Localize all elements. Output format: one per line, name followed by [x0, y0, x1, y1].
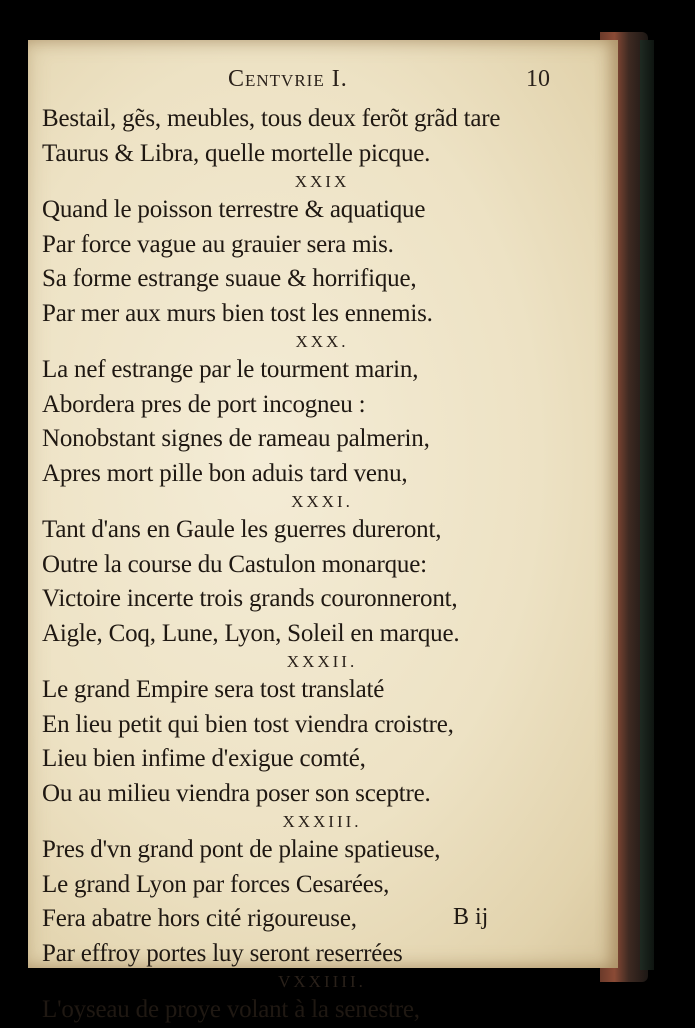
- verse-line: Abordera pres de port incogneu :: [42, 390, 366, 418]
- stanza: [42, 331, 602, 491]
- binding-edge: [640, 40, 654, 970]
- quatrain-number: VXXIIII.: [278, 972, 366, 991]
- stanza: [42, 102, 602, 171]
- verse-line: Apres mort pille bon aduis tard venu,: [42, 459, 408, 487]
- quatrain-number: XXXIII.: [282, 812, 362, 831]
- verse-line: Par force vague au grauier sera mis.: [42, 230, 394, 258]
- stanza: [42, 171, 602, 331]
- verse-line: Taurus & Libra, quelle mortelle picque.: [42, 139, 431, 167]
- running-head: Centvrie I.: [228, 66, 348, 92]
- quatrain-number: XXX.: [295, 332, 349, 351]
- verse-line: Pres d'vn grand pont de plaine spatieuse,: [42, 836, 441, 863]
- verse-line: Sa forme estrange suaue & horrifique,: [42, 265, 417, 292]
- verse-line: L'oyseau de proye volant à la senestre,: [42, 996, 420, 1023]
- verse-line: La nef estrange par le tourment marin,: [42, 356, 419, 383]
- verse-line: Quand le poisson terrestre & aquatique: [42, 196, 426, 223]
- verse-line: Le grand Empire sera tost translaté: [42, 676, 385, 703]
- book-page: [28, 40, 618, 1023]
- verse-line: Par mer aux murs bien tost les ennemis.: [42, 299, 433, 327]
- page-header: [28, 66, 618, 100]
- stanza: [42, 971, 602, 1028]
- verse-line: Le grand Lyon par forces Cesarées,: [42, 870, 390, 898]
- page-number: 10: [526, 66, 550, 92]
- quatrain-number: XXIX: [294, 172, 350, 191]
- verse-line: Bestail, gẽs, meubles, tous deux ferõt grãd tare: [42, 105, 501, 132]
- verse-line: Aigle, Coq, Lune, Lyon, Soleil en marque.: [42, 619, 460, 647]
- verse-line: Fera abatre hors cité rigoureuse,: [42, 905, 357, 932]
- verse-text: [42, 102, 602, 1028]
- quatrain-number: XXXII.: [286, 652, 358, 671]
- quatrain-number: XXXI.: [291, 492, 353, 511]
- verse-line: En lieu petit qui bien tost viendra croistre,: [42, 710, 454, 738]
- stanza: [42, 651, 602, 811]
- signature-mark: B ij: [453, 904, 489, 930]
- verse-line: Ou au milieu viendra poser son sceptre.: [42, 779, 431, 807]
- verse-line: Victoire incerte trois grands couronneront,: [42, 585, 458, 612]
- verse-line: Lieu bien infime d'exigue comté,: [42, 745, 366, 772]
- verse-line: Nonobstant signes de rameau palmerin,: [42, 425, 430, 452]
- stanza: [42, 811, 602, 971]
- verse-line: Tant d'ans en Gaule les guerres dureront,: [42, 516, 442, 543]
- stanza: [42, 491, 602, 651]
- verse-line: Par effroy portes luy seront reserrées: [42, 939, 403, 967]
- verse-line: Outre la course du Castulon monarque:: [42, 550, 427, 578]
